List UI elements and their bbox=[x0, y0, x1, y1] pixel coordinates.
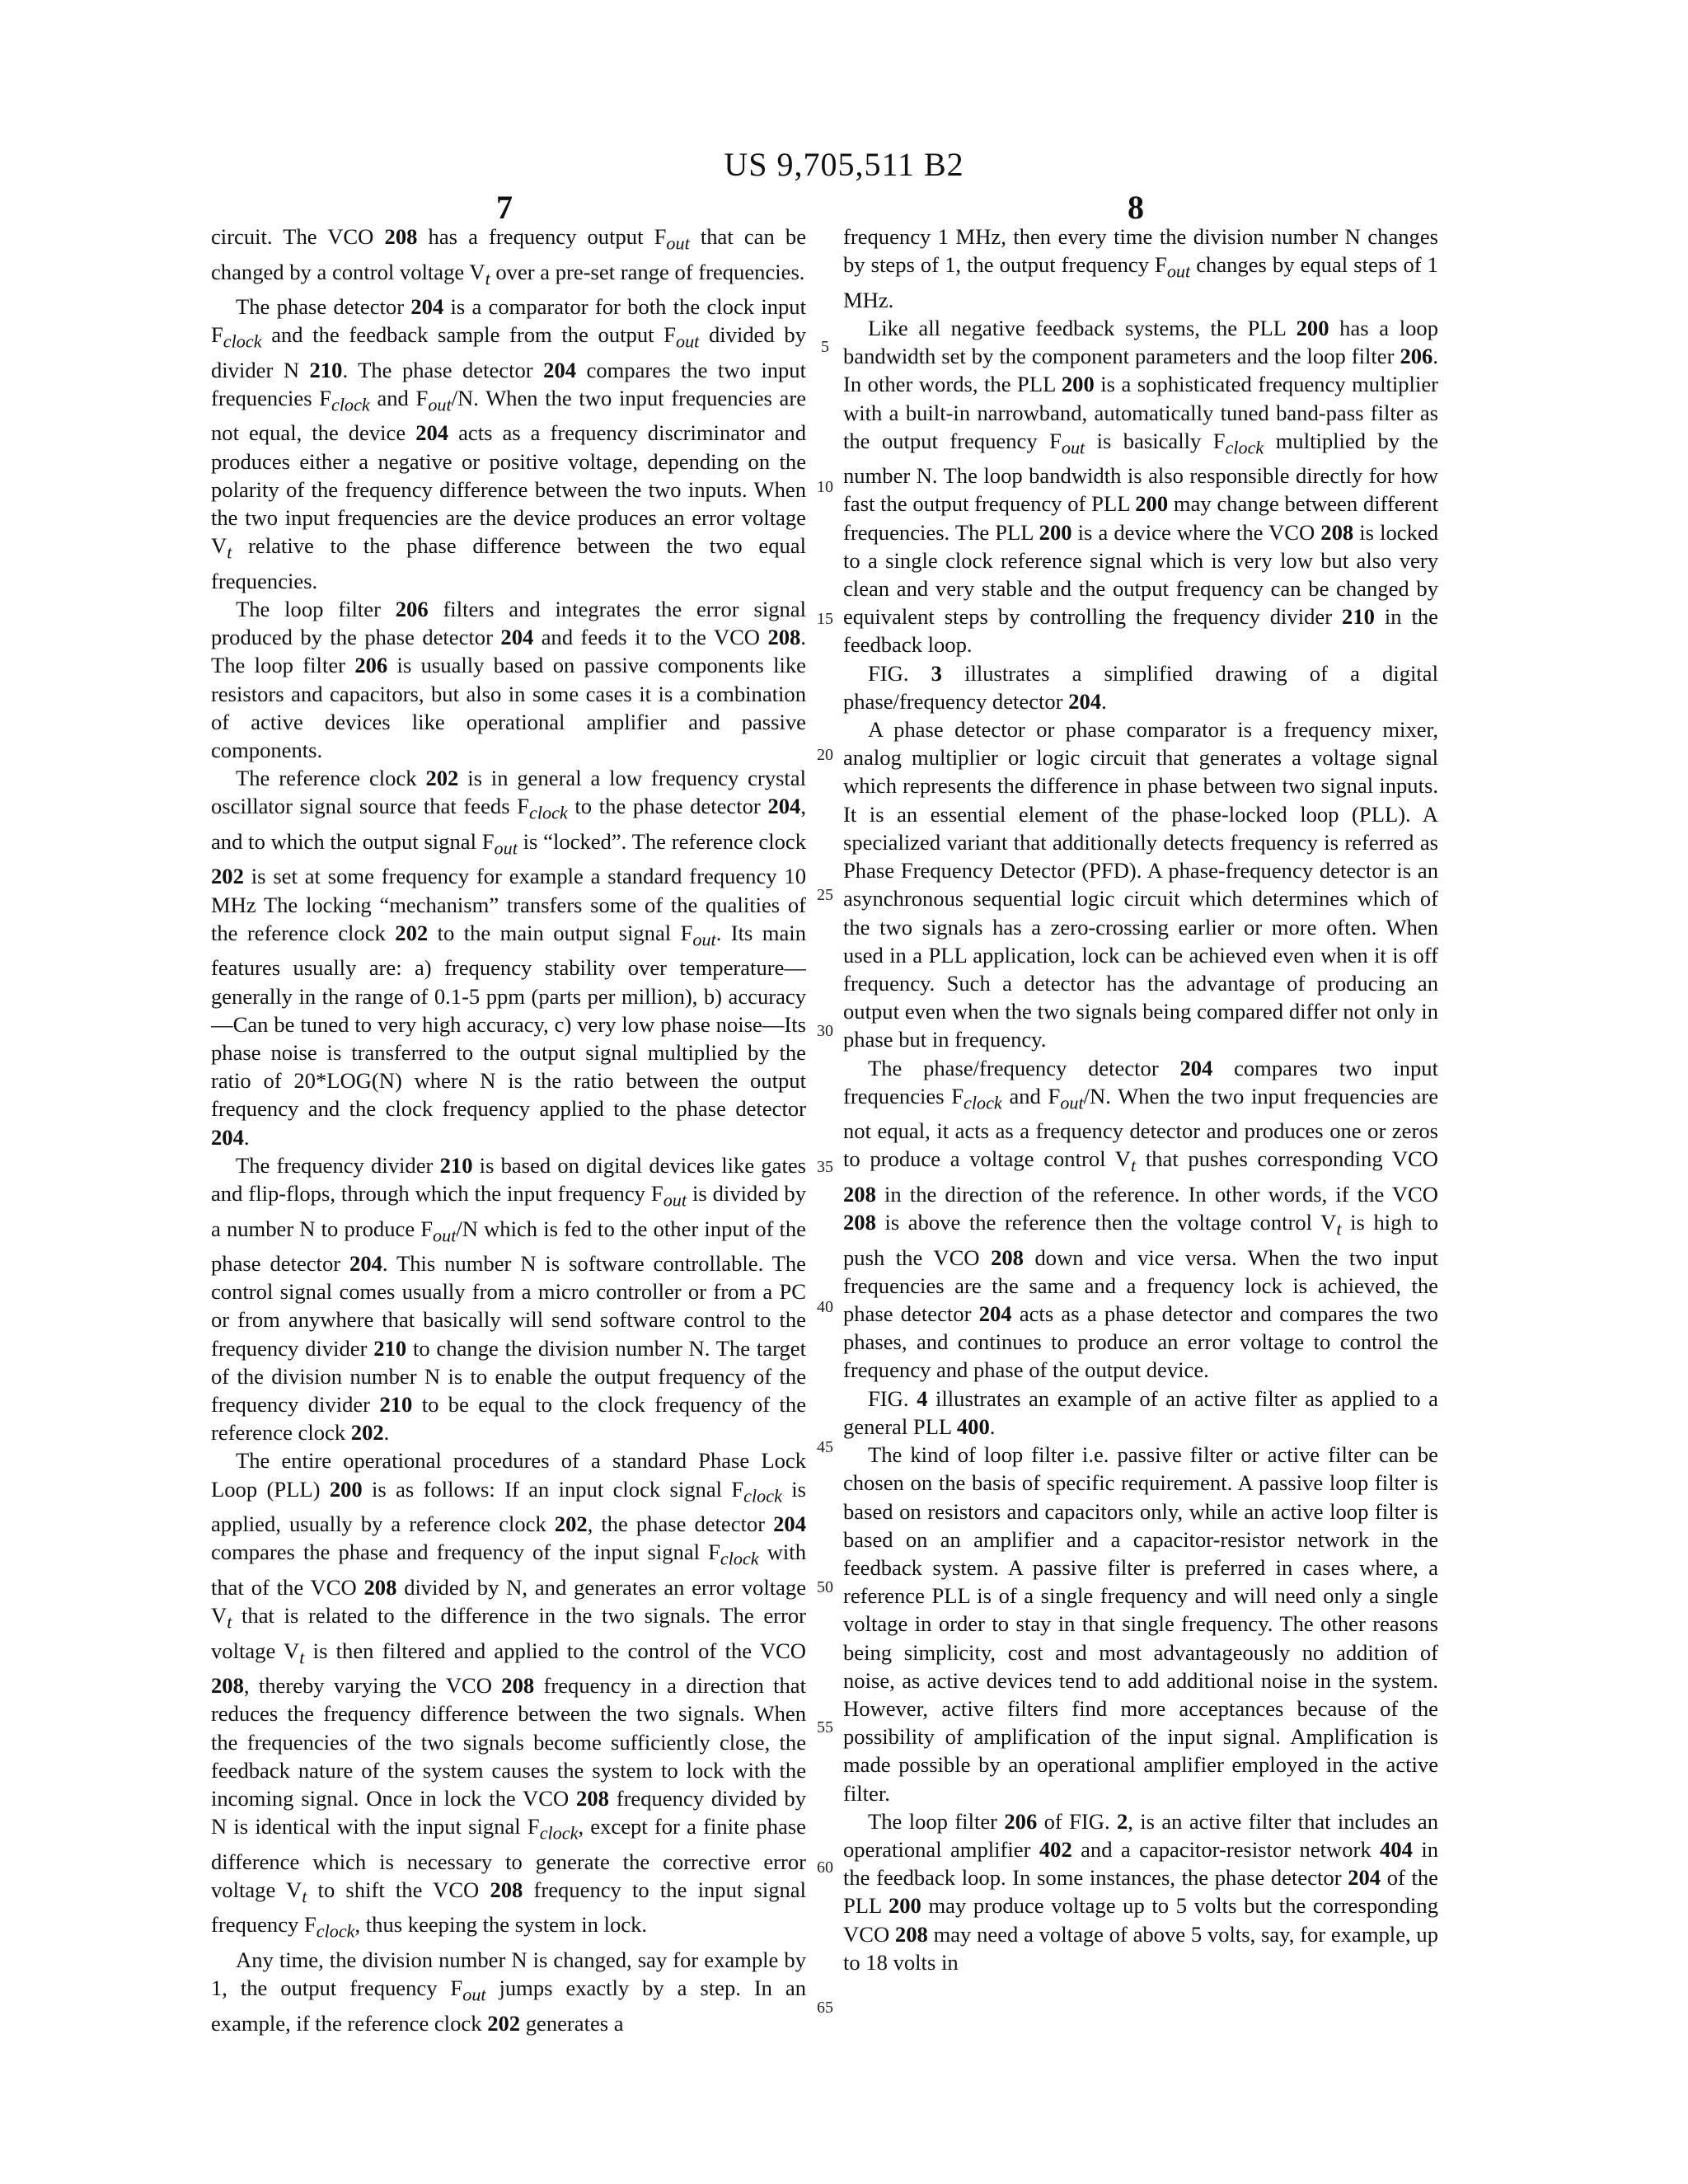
paragraph: The reference clock 202 is in general a low frequency crystal oscillator signal source that feeds $F_{clock}$ to the phase detector 204, and to which the output signal $F_{out}$ is “locked”. The reference clock 202 is set at some frequency for example a standard frequency 10 MHz The locking “mechanism” transfers some of the qualities of the reference clock 202 to the main output signal $F_{out}$. Its main features usually are: a) frequency stability over temperature—generally in the range of 0.1-5 ppm (parts per million), b) accuracy—Can be tuned to very high accuracy, c) very low phase noise—Its phase noise is transferred to the output signal multiplied by the ratio of 20*LOG(N) where N is the ratio between the output frequency and the clock frequency applied to the phase detector 204. bbox=[211, 766, 806, 1150]
paragraph: The frequency divider 210 is based on digital devices like gates and flip-flops, through which the input frequency $F_{out}$ is divided by a number N to produce $F_{out}/N$ which is fed to the other input of the phase detector 204. This number N is software controllable. The control signal comes usually from a micro controller or from a PC or from anywhere that basically will send software control to the frequency divider 210 to change the division number N. The target of the division number N is to enable the output frequency of the frequency divider 210 to be equal to the clock frequency of the reference clock 202. bbox=[211, 1152, 806, 1446]
line-number: 65 bbox=[817, 1999, 833, 2017]
line-number: 60 bbox=[817, 1858, 833, 1877]
line-number: 45 bbox=[817, 1438, 833, 1456]
line-number: 50 bbox=[817, 1578, 833, 1596]
line-number: 35 bbox=[817, 1158, 833, 1176]
paragraph: Like all negative feedback systems, the PLL 200 has a loop bandwidth set by the component parameters and the loop filter 206. In other words, the PLL 200 is a sophisticated frequency multiplier with a built-in narrowband, automatically tuned band-pass filter as the output frequency $F_{out}$ is basically $F_{clock}$ multiplied by the number N. The loop bandwidth is also responsible directly for how fast the output frequency of PLL 200 may change between different frequencies. The PLL 200 is a device where the VCO 208 is locked to a single clock reference signal which is very low but also very clean and very stable and the output frequency can be changed by equivalent steps by controlling the frequency divider 210 in the feedback loop. bbox=[843, 315, 1439, 658]
paragraph: circuit. The VCO 208 has a frequency output $F_{out}$ that can be changed by a control voltage $V_t$ over a pre-set range of frequencies. bbox=[211, 224, 807, 288]
paragraph: Any time, the division number N is changed, say for example by 1, the output frequency $F_{out}$ jumps exactly by a step. In an example, if the reference clock 202 generates a bbox=[211, 1947, 807, 2036]
line-number: 55 bbox=[817, 1718, 833, 1736]
line-number: 25 bbox=[817, 886, 833, 904]
line-number: 10 bbox=[817, 478, 833, 496]
paragraph: The loop filter 206 of FIG. 2, is an active filter that includes an operational amplifier 402 and a capacitor-resistor network 404 in the feedback loop. In some instances, the phase detector 204 of the PLL 200 may produce voltage up to 5 volts but the corresponding VCO 208 may need a voltage of above 5 volts, say, for example, up to 18 volts in bbox=[843, 1808, 1439, 1975]
paragraph: The loop filter 206 filters and integrates the error signal produced by the phase detector 204 and feeds it to the VCO 208. The loop filter 206 is usually based on passive components like resistors and capacitors, but also in some cases it is a combination of active devices like operational amplifier and passive components. bbox=[211, 597, 806, 763]
paragraph: A phase detector or phase comparator is a frequency mixer, analog multiplier or logic circuit that generates a voltage signal which represents the difference in phase between two signal inputs. It is an essential element of the phase-locked loop (PLL). A specialized variant that additionally detects frequency is referred as Phase Frequency Detector (PFD). A phase-frequency detector is an asynchronous sequential logic circuit which determines which of the two signals has a zero-crossing earlier or more often. When used in a PLL application, lock can be achieved even when it is off frequency. Such a detector has the advantage of producing an output even when the two signals being compared differ not only in phase but in frequency. bbox=[843, 717, 1438, 1052]
page-number-left: 7 bbox=[496, 189, 513, 226]
right-text-column bbox=[843, 223, 1438, 1976]
line-number: 15 bbox=[817, 610, 833, 628]
paragraph: The phase/frequency detector 204 compares two input frequencies $F_{clock}$ and $F_{out}/N$. When the two input frequencies are not equal, it acts as a frequency detector and produces one or zeros to produce a voltage control $V_t$ that pushes corresponding VCO 208 in the direction of the reference. In other words, if the VCO 208 is above the reference then the voltage control $V_t$ is high to push the VCO 208 down and vice versa. When the two input frequencies are the same and a frequency lock is achieved, the phase detector 204 acts as a phase detector and compares the two phases, and continues to produce an error voltage to control the frequency and phase of the output device. bbox=[843, 1055, 1439, 1383]
page-number-right: 8 bbox=[1128, 189, 1144, 226]
paragraph: The phase detector 204 is a comparator for both the clock input $F_{clock}$ and the feedback sample from the output $F_{out}$ divided by divider N 210. The phase detector 204 compares the two input frequencies $F_{clock}$ and $F_{out}/N$. When the two input frequencies are not equal, the device 204 acts as a frequency discriminator and produces either a negative or positive voltage, depending on the polarity of the frequency difference between the two inputs. When the two input frequencies are the device produces an error voltage $V_t$ relative to the phase difference between the two equal frequencies. bbox=[211, 294, 807, 593]
paragraph: The entire operational procedures of a standard Phase Lock Loop (PLL) 200 is as follows: If an input clock signal $F_{clock}$ is applied, usually by a reference clock 202, the phase detector 204 compares the phase and frequency of the input signal $F_{clock}$ with that of the VCO 208 divided by N, and generates an error voltage $V_t$ that is related to the difference in the two signals. The error voltage $V_t$ is then filtered and applied to the control of the VCO 208, thereby varying the VCO 208 frequency in a direction that reduces the frequency difference between the two signals. When the frequencies of the two signals become sufficiently close, the feedback nature of the system causes the system to lock with the incoming signal. Once in lock the VCO 208 frequency divided by N is identical with the input signal $F_{clock}$, except for a finite phase difference which is necessary to generate the corrective error voltage $V_t$ to shift the VCO 208 frequency to the input signal frequency $F_{clock}$, thus keeping the system in lock. bbox=[211, 1448, 807, 1942]
paragraph: FIG. 4 illustrates an example of an active filter as applied to a general PLL 400. bbox=[843, 1385, 1438, 1439]
paragraph: frequency 1 MHz, then every time the division number N changes by steps of 1, the output frequency $F_{out}$ changes by equal steps of 1 MHz. bbox=[843, 224, 1438, 312]
patent-number-header: US 9,705,511 B2 bbox=[724, 146, 964, 183]
line-number: 20 bbox=[817, 746, 833, 764]
paragraph: FIG. 3 illustrates a simplified drawing of a digital phase/frequency detector 204. bbox=[843, 660, 1438, 714]
paragraph: The kind of loop filter i.e. passive filter or active filter can be chosen on the basis of specific requirement. A passive loop filter is based on resistors and capacitors only, while an active loop filter is based on an amplifier and a capacitor-resistor network in the feedback system. A passive filter is preferred in cases where, a reference PLL is of a single frequency and will need only a single voltage in order to stay in that single frequency. The other reasons being simplicity, cost and most advantageously no addition of noise, as active devices tend to add additional noise in the system. However, active filters find more acceptances because of the possibility of amplification of the input signal. Amplification is made possible by an operational amplifier employed in the active filter. bbox=[843, 1442, 1438, 1806]
line-number: 5 bbox=[821, 338, 829, 356]
left-text-column bbox=[211, 223, 806, 2037]
line-number: 30 bbox=[817, 1022, 833, 1040]
line-number: 40 bbox=[817, 1298, 833, 1316]
